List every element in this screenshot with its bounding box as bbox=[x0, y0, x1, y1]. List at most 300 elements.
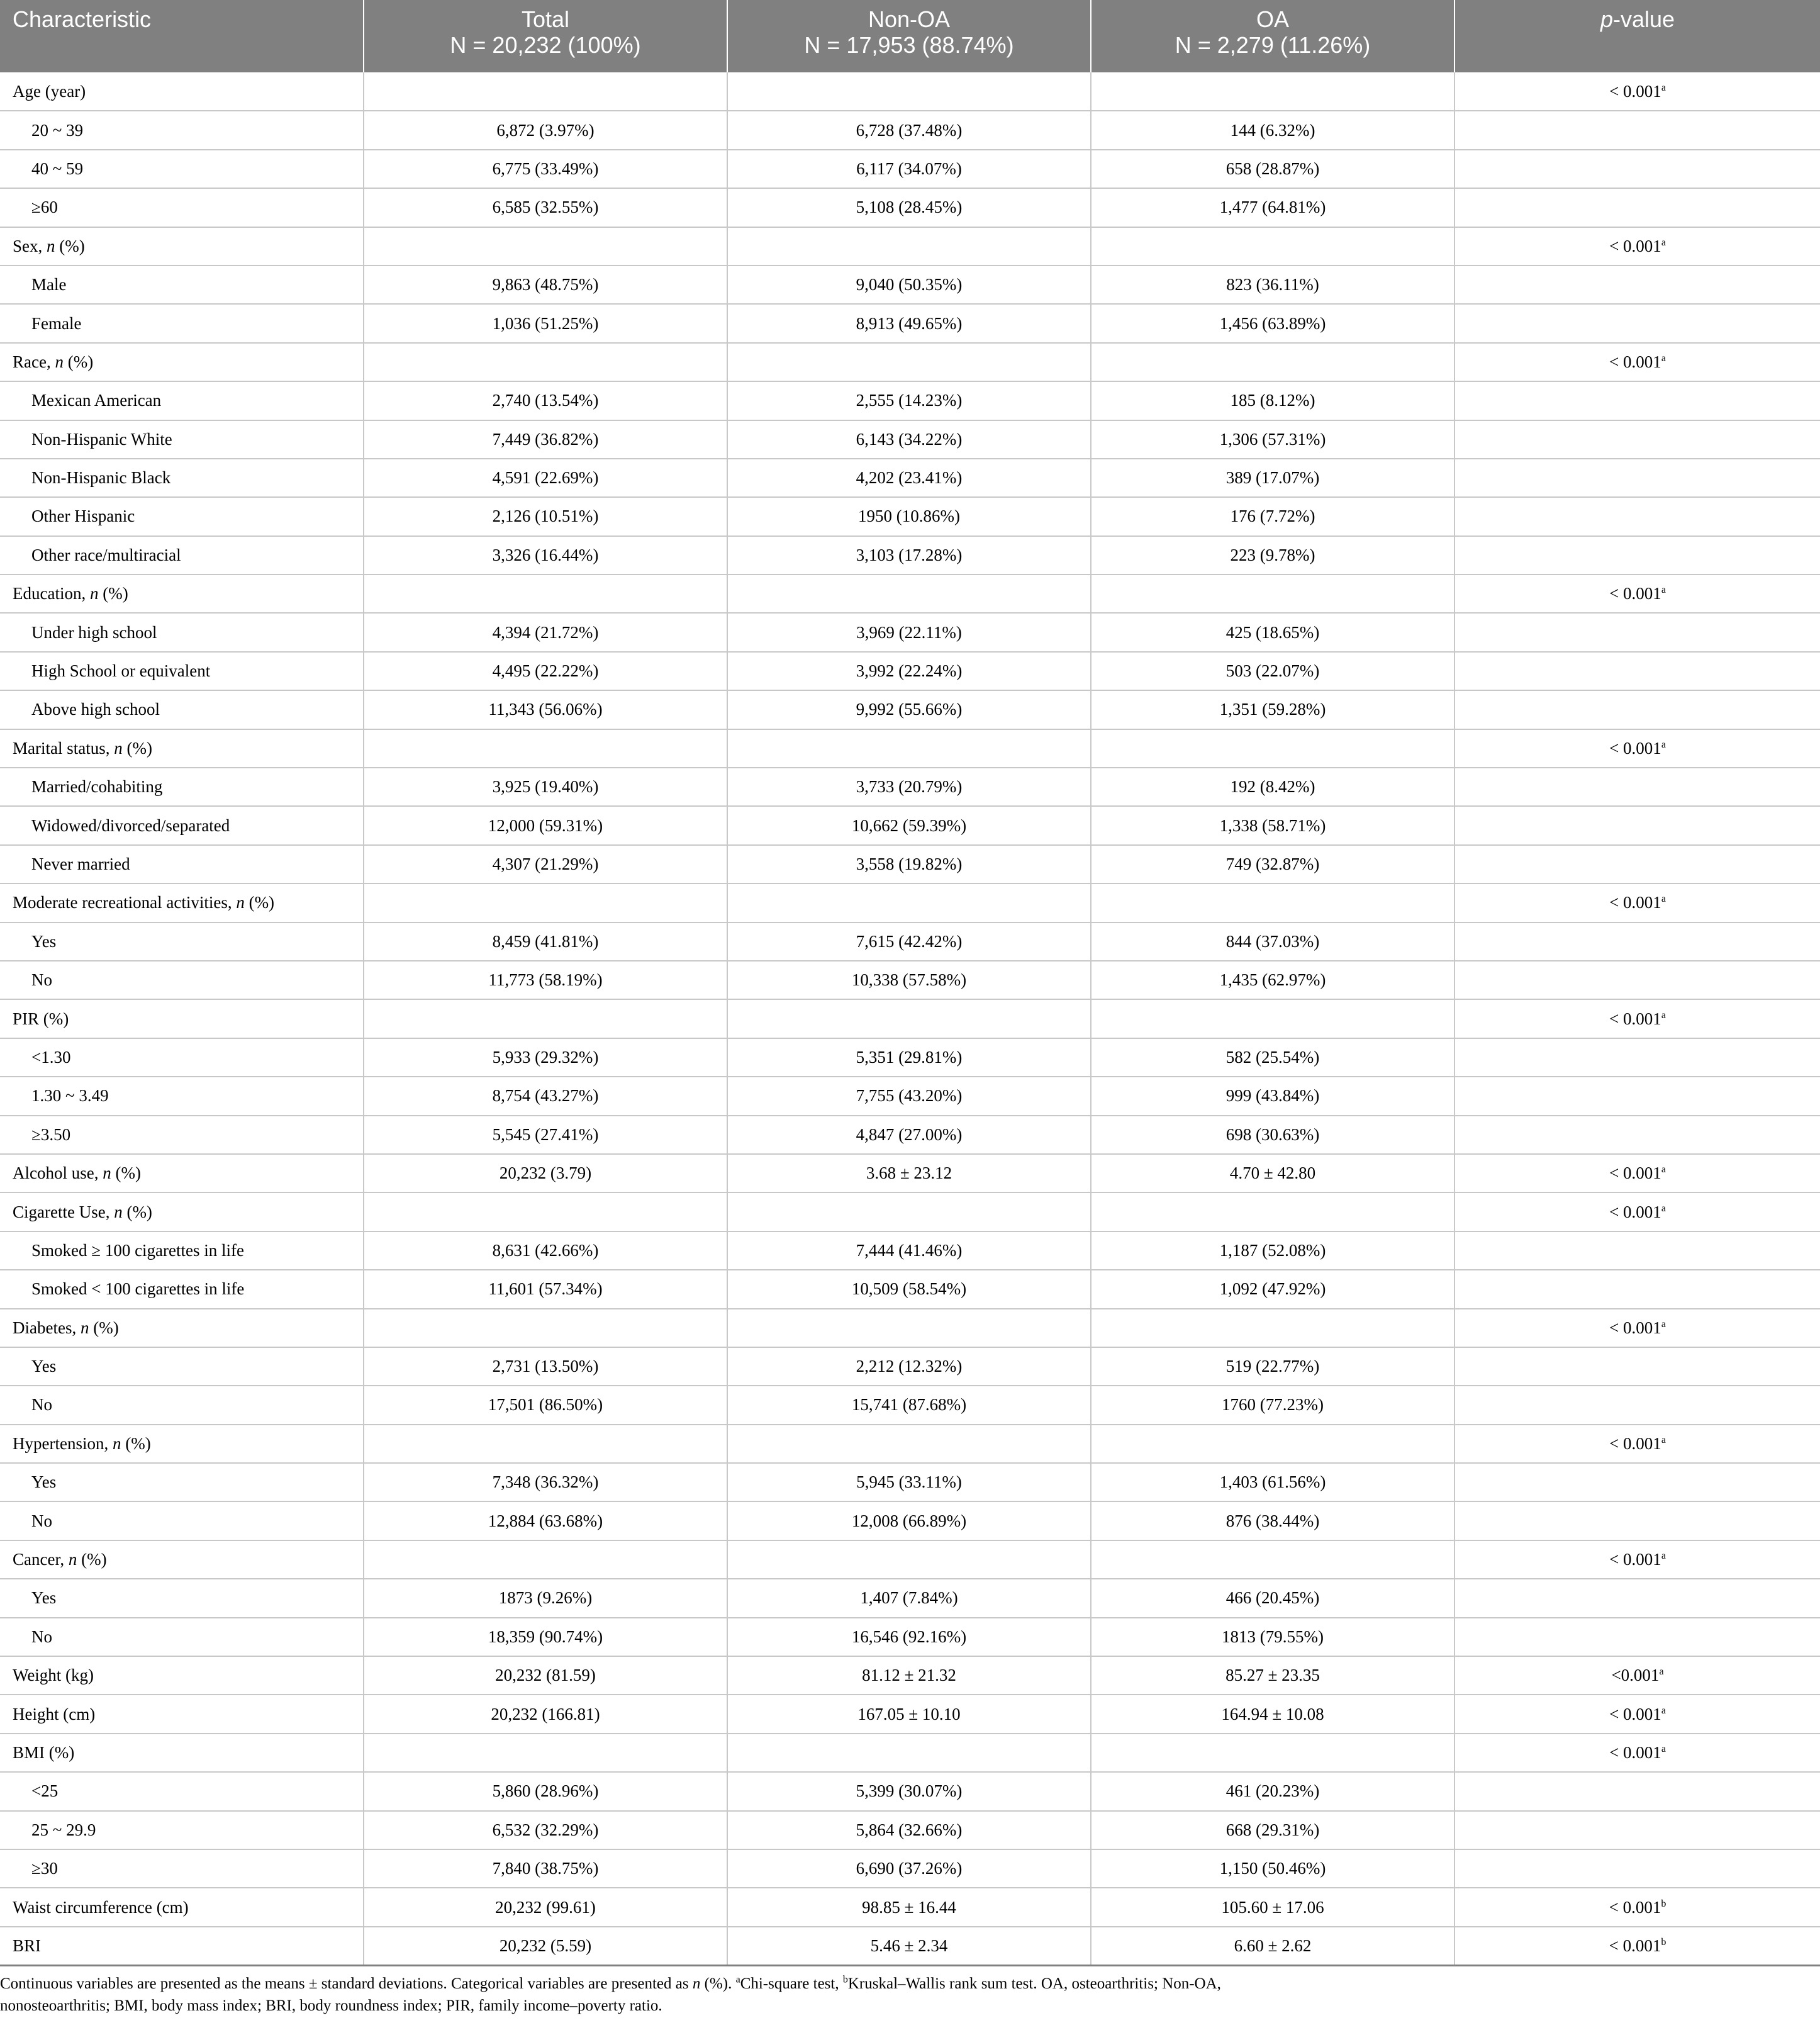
table-row bbox=[0, 1270, 1820, 1308]
row-label: Sex, n (%) bbox=[0, 227, 364, 266]
cell-total: 8,631 (42.66%) bbox=[364, 1231, 727, 1270]
cell-non-oa: 3.68 ± 23.12 bbox=[727, 1154, 1091, 1192]
cell-non-oa bbox=[727, 1540, 1091, 1579]
cell-total: 2,126 (10.51%) bbox=[364, 497, 727, 535]
cell-total: 4,394 (21.72%) bbox=[364, 613, 727, 651]
header-oa: OA N = 2,279 (11.26%) bbox=[1091, 0, 1454, 72]
cell-p-value: < 0.001$^a$ bbox=[1454, 227, 1820, 266]
row-label: Education, n (%) bbox=[0, 575, 364, 613]
cell-total: 11,601 (57.34%) bbox=[364, 1270, 727, 1308]
table-row bbox=[0, 1927, 1820, 1965]
cell-total: 20,232 (3.79) bbox=[364, 1154, 727, 1192]
header-p-value: p-value bbox=[1454, 0, 1820, 72]
cell-oa: 698 (30.63%) bbox=[1091, 1116, 1454, 1154]
table-row bbox=[0, 304, 1820, 342]
cell-p-value: < 0.001$^a$ bbox=[1454, 1154, 1820, 1192]
row-label: Male bbox=[0, 266, 364, 304]
row-label: Mexican American bbox=[0, 381, 364, 420]
cell-non-oa: 8,913 (49.65%) bbox=[727, 304, 1091, 342]
row-label: ≥30 bbox=[0, 1849, 364, 1888]
cell-p-value: < 0.001$^a$ bbox=[1454, 729, 1820, 768]
table-row bbox=[0, 1501, 1820, 1540]
row-label: Weight (kg) bbox=[0, 1656, 364, 1695]
cell-total bbox=[364, 729, 727, 768]
cell-total: 11,773 (58.19%) bbox=[364, 961, 727, 999]
cell-p-value: < 0.001$^a$ bbox=[1454, 1309, 1820, 1347]
cell-oa: 223 (9.78%) bbox=[1091, 536, 1454, 575]
cell-non-oa: 15,741 (87.68%) bbox=[727, 1386, 1091, 1424]
cell-p-value: < 0.001$^b$ bbox=[1454, 1888, 1820, 1926]
cell-total: 7,449 (36.82%) bbox=[364, 420, 727, 459]
table-row bbox=[0, 613, 1820, 651]
cell-non-oa bbox=[727, 1425, 1091, 1463]
row-label: Hypertension, n (%) bbox=[0, 1425, 364, 1463]
row-label: Diabetes, n (%) bbox=[0, 1309, 364, 1347]
cell-total bbox=[364, 1309, 727, 1347]
cell-oa: 1,435 (62.97%) bbox=[1091, 961, 1454, 999]
row-label: Moderate recreational activities, n (%) bbox=[0, 883, 364, 922]
cell-oa: 1813 (79.55%) bbox=[1091, 1618, 1454, 1656]
table-row bbox=[0, 1463, 1820, 1501]
table-row bbox=[0, 1077, 1820, 1115]
cell-total: 12,884 (63.68%) bbox=[364, 1501, 727, 1540]
row-label: 1.30 ~ 3.49 bbox=[0, 1077, 364, 1115]
cell-oa: 1760 (77.23%) bbox=[1091, 1386, 1454, 1424]
cell-oa: 144 (6.32%) bbox=[1091, 111, 1454, 149]
cell-p-value: < 0.001$^a$ bbox=[1454, 999, 1820, 1038]
cell-p-value bbox=[1454, 1463, 1820, 1501]
cell-oa: 658 (28.87%) bbox=[1091, 150, 1454, 188]
row-label: Waist circumference (cm) bbox=[0, 1888, 364, 1926]
cell-p-value: <0.001$^a$ bbox=[1454, 1656, 1820, 1695]
cell-oa bbox=[1091, 999, 1454, 1038]
cell-non-oa bbox=[727, 999, 1091, 1038]
cell-p-value bbox=[1454, 1077, 1820, 1115]
cell-total: 20,232 (81.59) bbox=[364, 1656, 727, 1695]
table-row bbox=[0, 1386, 1820, 1424]
row-label: 25 ~ 29.9 bbox=[0, 1811, 364, 1849]
cell-oa: 192 (8.42%) bbox=[1091, 768, 1454, 806]
row-label: Yes bbox=[0, 1347, 364, 1386]
cell-total: 18,359 (90.74%) bbox=[364, 1618, 727, 1656]
table-row bbox=[0, 690, 1820, 729]
cell-non-oa: 9,992 (55.66%) bbox=[727, 690, 1091, 729]
cell-p-value bbox=[1454, 111, 1820, 149]
cell-total bbox=[364, 1540, 727, 1579]
table-row bbox=[0, 1347, 1820, 1386]
table-row bbox=[0, 806, 1820, 844]
cell-total: 17,501 (86.50%) bbox=[364, 1386, 727, 1424]
cell-non-oa: 9,040 (50.35%) bbox=[727, 266, 1091, 304]
header-oa-n: N = 2,279 (11.26%) bbox=[1175, 32, 1371, 58]
cell-non-oa: 2,212 (12.32%) bbox=[727, 1347, 1091, 1386]
cell-p-value: < 0.001$^a$ bbox=[1454, 883, 1820, 922]
cell-non-oa: 5,399 (30.07%) bbox=[727, 1772, 1091, 1810]
cell-total bbox=[364, 575, 727, 613]
table-row bbox=[0, 1811, 1820, 1849]
cell-total: 7,840 (38.75%) bbox=[364, 1849, 727, 1888]
row-label: Cigarette Use, n (%) bbox=[0, 1192, 364, 1231]
cell-p-value bbox=[1454, 1501, 1820, 1540]
cell-non-oa bbox=[727, 343, 1091, 381]
cell-p-value: < 0.001$^a$ bbox=[1454, 1734, 1820, 1772]
row-label: Married/cohabiting bbox=[0, 768, 364, 806]
table-row bbox=[0, 1695, 1820, 1733]
table-row bbox=[0, 575, 1820, 613]
cell-p-value bbox=[1454, 1231, 1820, 1270]
cell-non-oa: 10,662 (59.39%) bbox=[727, 806, 1091, 844]
cell-p-value bbox=[1454, 1849, 1820, 1888]
table-footnote: Continuous variables are presented as the means ± standard deviations. Categorical variables are presented as n (%). $^a$Chi-square test, $^b$Kruskal–Wallis rank sum test. OA, osteoarthritis; Non-OA, nonosteoarthritis; BMI, body mass index; BRI, body roundness index; PIR, family income–poverty ratio. bbox=[0, 1974, 1221, 2014]
cell-non-oa: 5.46 ± 2.34 bbox=[727, 1927, 1091, 1965]
cell-total: 20,232 (166.81) bbox=[364, 1695, 727, 1733]
cell-non-oa: 3,969 (22.11%) bbox=[727, 613, 1091, 651]
cell-non-oa bbox=[727, 1734, 1091, 1772]
cell-oa bbox=[1091, 1192, 1454, 1231]
cell-non-oa: 7,444 (41.46%) bbox=[727, 1231, 1091, 1270]
cell-oa: 749 (32.87%) bbox=[1091, 845, 1454, 883]
cell-p-value bbox=[1454, 266, 1820, 304]
cell-oa: 425 (18.65%) bbox=[1091, 613, 1454, 651]
cell-p-value bbox=[1454, 806, 1820, 844]
cell-total: 9,863 (48.75%) bbox=[364, 266, 727, 304]
cell-total bbox=[364, 1734, 727, 1772]
cell-oa bbox=[1091, 575, 1454, 613]
cell-p-value bbox=[1454, 1347, 1820, 1386]
cell-total: 6,872 (3.97%) bbox=[364, 111, 727, 149]
cell-p-value: < 0.001$^b$ bbox=[1454, 1927, 1820, 1965]
cell-p-value bbox=[1454, 768, 1820, 806]
table-row bbox=[0, 999, 1820, 1038]
row-label: Age (year) bbox=[0, 72, 364, 111]
cell-oa: 1,306 (57.31%) bbox=[1091, 420, 1454, 459]
table-row bbox=[0, 1849, 1820, 1888]
cell-oa: 1,351 (59.28%) bbox=[1091, 690, 1454, 729]
cell-total: 4,495 (22.22%) bbox=[364, 652, 727, 690]
table-row bbox=[0, 1154, 1820, 1192]
table-row bbox=[0, 343, 1820, 381]
cell-non-oa bbox=[727, 729, 1091, 768]
cell-non-oa: 7,615 (42.42%) bbox=[727, 922, 1091, 961]
table-body bbox=[0, 72, 1820, 1965]
cell-non-oa: 6,690 (37.26%) bbox=[727, 1849, 1091, 1888]
row-label: Yes bbox=[0, 1463, 364, 1501]
table-row bbox=[0, 150, 1820, 188]
cell-non-oa: 5,351 (29.81%) bbox=[727, 1038, 1091, 1077]
row-label: Other race/multiracial bbox=[0, 536, 364, 575]
table-row bbox=[0, 1231, 1820, 1270]
row-label: ≥60 bbox=[0, 188, 364, 227]
table-row bbox=[0, 536, 1820, 575]
cell-non-oa bbox=[727, 72, 1091, 111]
row-label: Widowed/divorced/separated bbox=[0, 806, 364, 844]
header-non-oa-n: N = 17,953 (88.74%) bbox=[804, 32, 1014, 58]
table-row bbox=[0, 1656, 1820, 1695]
row-label: No bbox=[0, 1386, 364, 1424]
cell-p-value bbox=[1454, 150, 1820, 188]
cell-non-oa: 3,992 (22.24%) bbox=[727, 652, 1091, 690]
table-row bbox=[0, 1618, 1820, 1656]
cell-total: 2,740 (13.54%) bbox=[364, 381, 727, 420]
cell-oa: 1,338 (58.71%) bbox=[1091, 806, 1454, 844]
cell-total: 4,591 (22.69%) bbox=[364, 459, 727, 497]
cell-oa: 4.70 ± 42.80 bbox=[1091, 1154, 1454, 1192]
cell-non-oa: 167.05 ± 10.10 bbox=[727, 1695, 1091, 1733]
cell-non-oa: 1,407 (7.84%) bbox=[727, 1579, 1091, 1617]
row-label: Non-Hispanic White bbox=[0, 420, 364, 459]
cell-p-value bbox=[1454, 1038, 1820, 1077]
cell-non-oa: 1950 (10.86%) bbox=[727, 497, 1091, 535]
cell-total bbox=[364, 343, 727, 381]
cell-p-value bbox=[1454, 381, 1820, 420]
row-label: Alcohol use, n (%) bbox=[0, 1154, 364, 1192]
table-header bbox=[0, 0, 1820, 72]
cell-oa bbox=[1091, 343, 1454, 381]
cell-total: 7,348 (36.32%) bbox=[364, 1463, 727, 1501]
cell-non-oa bbox=[727, 227, 1091, 266]
cell-total: 5,933 (29.32%) bbox=[364, 1038, 727, 1077]
cell-non-oa: 3,103 (17.28%) bbox=[727, 536, 1091, 575]
cell-p-value bbox=[1454, 188, 1820, 227]
cell-oa: 1,092 (47.92%) bbox=[1091, 1270, 1454, 1308]
cell-oa: 164.94 ± 10.08 bbox=[1091, 1695, 1454, 1733]
table-row bbox=[0, 188, 1820, 227]
row-label: Under high school bbox=[0, 613, 364, 651]
cell-p-value bbox=[1454, 1811, 1820, 1849]
row-label: BRI bbox=[0, 1927, 364, 1965]
table-row bbox=[0, 652, 1820, 690]
cell-p-value: < 0.001$^a$ bbox=[1454, 575, 1820, 613]
cell-total: 3,326 (16.44%) bbox=[364, 536, 727, 575]
cell-total bbox=[364, 227, 727, 266]
cell-non-oa bbox=[727, 1192, 1091, 1231]
row-label: Non-Hispanic Black bbox=[0, 459, 364, 497]
cell-p-value: < 0.001$^a$ bbox=[1454, 1425, 1820, 1463]
table-row bbox=[0, 961, 1820, 999]
cell-total bbox=[364, 999, 727, 1038]
cell-oa: 823 (36.11%) bbox=[1091, 266, 1454, 304]
row-label: Female bbox=[0, 304, 364, 342]
row-label: 40 ~ 59 bbox=[0, 150, 364, 188]
table-row bbox=[0, 381, 1820, 420]
cell-oa bbox=[1091, 729, 1454, 768]
cell-total: 6,532 (32.29%) bbox=[364, 1811, 727, 1849]
cell-non-oa: 16,546 (92.16%) bbox=[727, 1618, 1091, 1656]
table-row bbox=[0, 729, 1820, 768]
table-row bbox=[0, 227, 1820, 266]
row-label: No bbox=[0, 961, 364, 999]
cell-non-oa: 3,558 (19.82%) bbox=[727, 845, 1091, 883]
table-row bbox=[0, 1425, 1820, 1463]
cell-non-oa: 10,509 (58.54%) bbox=[727, 1270, 1091, 1308]
row-label: Never married bbox=[0, 845, 364, 883]
cell-total: 2,731 (13.50%) bbox=[364, 1347, 727, 1386]
cell-total: 6,585 (32.55%) bbox=[364, 188, 727, 227]
cell-non-oa: 10,338 (57.58%) bbox=[727, 961, 1091, 999]
row-label: No bbox=[0, 1618, 364, 1656]
table-row bbox=[0, 459, 1820, 497]
row-label: PIR (%) bbox=[0, 999, 364, 1038]
cell-p-value bbox=[1454, 420, 1820, 459]
header-non-oa: Non-OA N = 17,953 (88.74%) bbox=[727, 0, 1091, 72]
cell-total bbox=[364, 1425, 727, 1463]
row-label: <1.30 bbox=[0, 1038, 364, 1077]
cell-total: 12,000 (59.31%) bbox=[364, 806, 727, 844]
cell-p-value bbox=[1454, 536, 1820, 575]
cell-total bbox=[364, 1192, 727, 1231]
cell-p-value bbox=[1454, 690, 1820, 729]
cell-total: 5,860 (28.96%) bbox=[364, 1772, 727, 1810]
table-row bbox=[0, 420, 1820, 459]
cell-oa: 1,150 (50.46%) bbox=[1091, 1849, 1454, 1888]
cell-non-oa: 4,202 (23.41%) bbox=[727, 459, 1091, 497]
table-row bbox=[0, 72, 1820, 111]
cell-non-oa: 4,847 (27.00%) bbox=[727, 1116, 1091, 1154]
table-row bbox=[0, 1734, 1820, 1772]
cell-p-value bbox=[1454, 1772, 1820, 1810]
cell-total: 20,232 (5.59) bbox=[364, 1927, 727, 1965]
row-label: Other Hispanic bbox=[0, 497, 364, 535]
cell-oa: 1,403 (61.56%) bbox=[1091, 1463, 1454, 1501]
cell-total: 8,754 (43.27%) bbox=[364, 1077, 727, 1115]
cell-p-value bbox=[1454, 459, 1820, 497]
cell-oa: 6.60 ± 2.62 bbox=[1091, 1927, 1454, 1965]
cell-total bbox=[364, 72, 727, 111]
cell-p-value: < 0.001$^a$ bbox=[1454, 72, 1820, 111]
cell-oa: 185 (8.12%) bbox=[1091, 381, 1454, 420]
cell-oa: 503 (22.07%) bbox=[1091, 652, 1454, 690]
cell-p-value bbox=[1454, 304, 1820, 342]
cell-non-oa: 98.85 ± 16.44 bbox=[727, 1888, 1091, 1926]
cell-oa: 844 (37.03%) bbox=[1091, 922, 1454, 961]
cell-oa bbox=[1091, 1425, 1454, 1463]
cell-total: 4,307 (21.29%) bbox=[364, 845, 727, 883]
cell-non-oa: 5,864 (32.66%) bbox=[727, 1811, 1091, 1849]
cell-non-oa: 2,555 (14.23%) bbox=[727, 381, 1091, 420]
cell-oa: 389 (17.07%) bbox=[1091, 459, 1454, 497]
cell-non-oa: 3,733 (20.79%) bbox=[727, 768, 1091, 806]
cell-non-oa: 6,728 (37.48%) bbox=[727, 111, 1091, 149]
cell-p-value: < 0.001$^a$ bbox=[1454, 1540, 1820, 1579]
cell-oa bbox=[1091, 72, 1454, 111]
cell-p-value bbox=[1454, 1270, 1820, 1308]
cell-p-value bbox=[1454, 613, 1820, 651]
cell-oa: 466 (20.45%) bbox=[1091, 1579, 1454, 1617]
cell-non-oa: 5,108 (28.45%) bbox=[727, 188, 1091, 227]
cell-total: 1,036 (51.25%) bbox=[364, 304, 727, 342]
table-row bbox=[0, 1038, 1820, 1077]
row-label: Above high school bbox=[0, 690, 364, 729]
table-row bbox=[0, 1540, 1820, 1579]
table-row bbox=[0, 1116, 1820, 1154]
cell-non-oa bbox=[727, 575, 1091, 613]
table-row bbox=[0, 1888, 1820, 1926]
cell-non-oa bbox=[727, 883, 1091, 922]
cell-non-oa: 6,143 (34.22%) bbox=[727, 420, 1091, 459]
row-label: Smoked < 100 cigarettes in life bbox=[0, 1270, 364, 1308]
cell-oa: 461 (20.23%) bbox=[1091, 1772, 1454, 1810]
header-characteristic: Characteristic bbox=[0, 0, 364, 72]
cell-oa: 1,187 (52.08%) bbox=[1091, 1231, 1454, 1270]
cell-p-value bbox=[1454, 1579, 1820, 1617]
row-label: BMI (%) bbox=[0, 1734, 364, 1772]
cell-non-oa: 6,117 (34.07%) bbox=[727, 150, 1091, 188]
table-row bbox=[0, 768, 1820, 806]
cell-p-value bbox=[1454, 845, 1820, 883]
cell-oa: 176 (7.72%) bbox=[1091, 497, 1454, 535]
cell-p-value bbox=[1454, 1386, 1820, 1424]
cell-total: 20,232 (99.61) bbox=[364, 1888, 727, 1926]
cell-p-value bbox=[1454, 922, 1820, 961]
cell-oa: 1,456 (63.89%) bbox=[1091, 304, 1454, 342]
cell-p-value bbox=[1454, 652, 1820, 690]
cell-p-value: < 0.001$^a$ bbox=[1454, 1695, 1820, 1733]
cell-non-oa: 5,945 (33.11%) bbox=[727, 1463, 1091, 1501]
row-label: Yes bbox=[0, 922, 364, 961]
cell-oa bbox=[1091, 1540, 1454, 1579]
table-row bbox=[0, 1192, 1820, 1231]
cell-oa bbox=[1091, 1309, 1454, 1347]
cell-oa: 105.60 ± 17.06 bbox=[1091, 1888, 1454, 1926]
cell-oa bbox=[1091, 883, 1454, 922]
cell-total: 5,545 (27.41%) bbox=[364, 1116, 727, 1154]
table-row bbox=[0, 845, 1820, 883]
cell-non-oa: 7,755 (43.20%) bbox=[727, 1077, 1091, 1115]
cell-p-value bbox=[1454, 497, 1820, 535]
cell-total: 1873 (9.26%) bbox=[364, 1579, 727, 1617]
cell-oa bbox=[1091, 1734, 1454, 1772]
cell-p-value bbox=[1454, 1116, 1820, 1154]
cell-non-oa: 81.12 ± 21.32 bbox=[727, 1656, 1091, 1695]
cell-p-value: < 0.001$^a$ bbox=[1454, 343, 1820, 381]
table-row bbox=[0, 111, 1820, 149]
row-label: Marital status, n (%) bbox=[0, 729, 364, 768]
row-label: ≥3.50 bbox=[0, 1116, 364, 1154]
row-label: Yes bbox=[0, 1579, 364, 1617]
cell-oa: 519 (22.77%) bbox=[1091, 1347, 1454, 1386]
table-row bbox=[0, 266, 1820, 304]
row-label: 20 ~ 39 bbox=[0, 111, 364, 149]
cell-oa: 668 (29.31%) bbox=[1091, 1811, 1454, 1849]
table-row bbox=[0, 1309, 1820, 1347]
table-row bbox=[0, 922, 1820, 961]
table-row bbox=[0, 1579, 1820, 1617]
cell-total: 3,925 (19.40%) bbox=[364, 768, 727, 806]
cell-oa: 999 (43.84%) bbox=[1091, 1077, 1454, 1115]
cell-oa: 1,477 (64.81%) bbox=[1091, 188, 1454, 227]
header-total: Total N = 20,232 (100%) bbox=[364, 0, 727, 72]
cell-p-value bbox=[1454, 1618, 1820, 1656]
cell-p-value bbox=[1454, 961, 1820, 999]
row-label: Smoked ≥ 100 cigarettes in life bbox=[0, 1231, 364, 1270]
cell-p-value: < 0.001$^a$ bbox=[1454, 1192, 1820, 1231]
cell-total bbox=[364, 883, 727, 922]
table-row bbox=[0, 883, 1820, 922]
cell-total: 6,775 (33.49%) bbox=[364, 150, 727, 188]
row-label: No bbox=[0, 1501, 364, 1540]
header-total-n: N = 20,232 (100%) bbox=[450, 32, 641, 58]
row-label: Height (cm) bbox=[0, 1695, 364, 1733]
row-label: Cancer, n (%) bbox=[0, 1540, 364, 1579]
cell-total: 11,343 (56.06%) bbox=[364, 690, 727, 729]
row-label: Race, n (%) bbox=[0, 343, 364, 381]
table-row bbox=[0, 497, 1820, 535]
cell-oa: 85.27 ± 23.35 bbox=[1091, 1656, 1454, 1695]
cell-total: 8,459 (41.81%) bbox=[364, 922, 727, 961]
cell-non-oa bbox=[727, 1309, 1091, 1347]
row-label: <25 bbox=[0, 1772, 364, 1810]
row-label: High School or equivalent bbox=[0, 652, 364, 690]
